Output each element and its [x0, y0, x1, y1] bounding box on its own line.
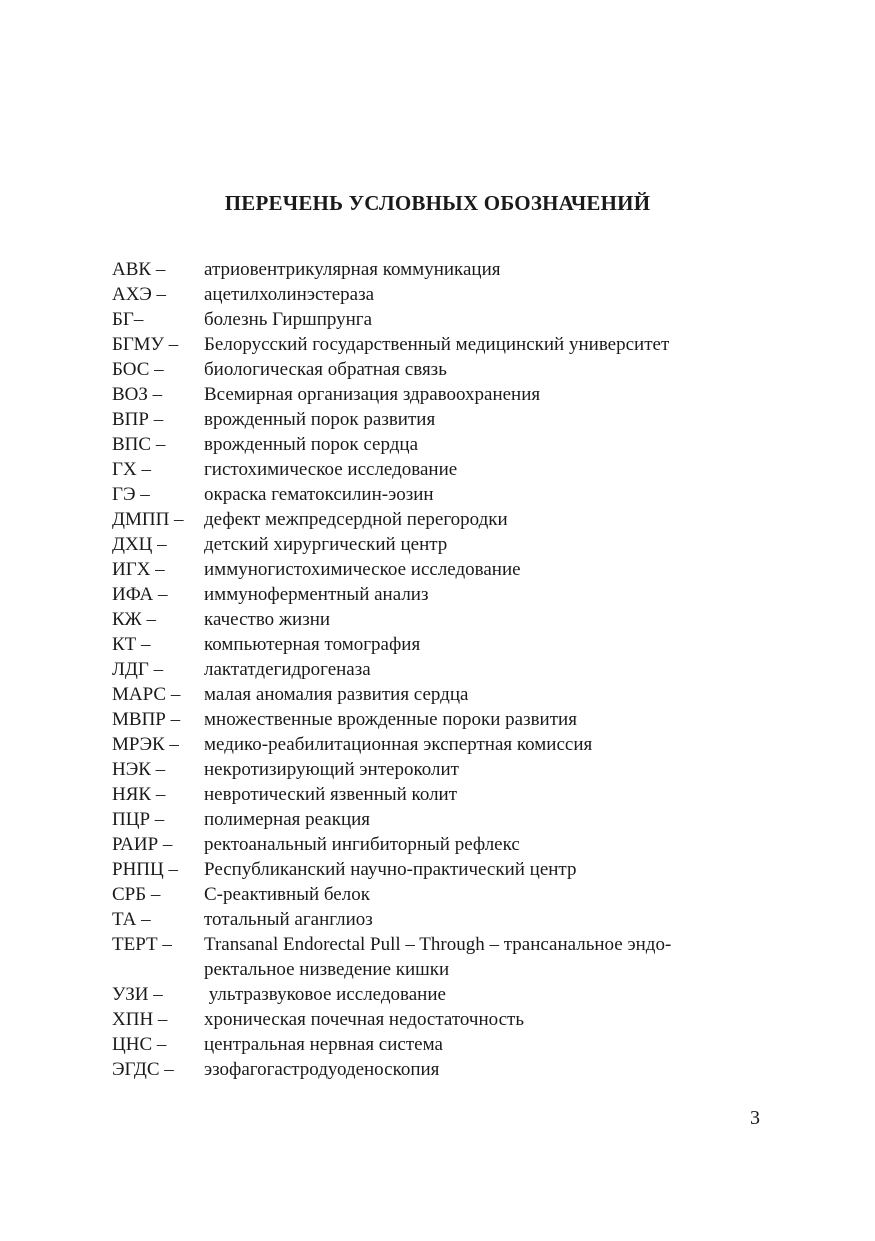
abbreviation-term: ПЦР – [112, 809, 165, 830]
abbreviation-definition [204, 932, 752, 982]
abbreviation-row [112, 982, 752, 1007]
abbreviation-definition [204, 432, 752, 457]
abbreviation-definition [204, 682, 752, 707]
abbreviation-term: БОС – [112, 359, 164, 380]
abbreviation-definition-text: С-реактивный белок [204, 884, 370, 905]
abbreviation-definition-text: врожденный порок развития [204, 409, 436, 430]
abbreviation-definition-text: Белорусский государственный медицинский университет [204, 334, 670, 355]
abbreviation-definition-text: хроническая почечная недостаточность [204, 1009, 524, 1030]
abbreviation-definition [204, 882, 752, 907]
abbreviation-row [112, 582, 752, 607]
abbreviation-term: РАИР – [112, 834, 173, 855]
abbreviation-row [112, 457, 752, 482]
abbreviation-definition [204, 982, 752, 1007]
abbreviation-row [112, 432, 752, 457]
abbreviation-definition-text: тотальный аганглиоз [204, 909, 373, 930]
abbreviation-term: БГ– [112, 309, 144, 330]
abbreviation-definition-text: Всемирная организация здравоохранения [204, 384, 541, 405]
abbreviation-row [112, 1032, 752, 1057]
abbreviation-definition [204, 307, 752, 332]
abbreviation-row [112, 832, 752, 857]
abbreviation-term: ДМПП – [112, 509, 184, 530]
abbreviation-row [112, 907, 752, 932]
abbreviation-list [112, 257, 752, 1082]
abbreviation-definition [204, 632, 752, 657]
abbreviation-definition-text: дефект межпредсердной перегородки [204, 509, 508, 530]
abbreviation-row [112, 807, 752, 832]
abbreviation-row [112, 932, 752, 982]
abbreviation-definition-text: множественные врожденные пороки развития [204, 709, 577, 730]
abbreviation-row [112, 332, 752, 357]
abbreviation-definition [204, 732, 752, 757]
abbreviation-definition-text: болезнь Гиршпрунга [204, 309, 373, 330]
abbreviation-row [112, 482, 752, 507]
abbreviation-definition [204, 757, 752, 782]
abbreviation-term: ХПН – [112, 1009, 168, 1030]
abbreviation-row [112, 1057, 752, 1082]
abbreviation-term: УЗИ – [112, 984, 163, 1005]
abbreviation-row [112, 857, 752, 882]
abbreviation-row [112, 507, 752, 532]
abbreviation-term: ВПР – [112, 409, 164, 430]
abbreviation-definition-text: Transanal Endorectal Pull – Through – трансанальное эндо- [204, 934, 672, 955]
abbreviation-definition [204, 657, 752, 682]
abbreviation-row [112, 532, 752, 557]
abbreviation-term: ВОЗ – [112, 384, 163, 405]
abbreviation-definition [204, 832, 752, 857]
abbreviation-definition-text: качество жизни [204, 609, 331, 630]
abbreviation-term: ЭГДС – [112, 1059, 174, 1080]
abbreviation-row [112, 282, 752, 307]
abbreviation-definition-text: полимерная реакция [204, 809, 371, 830]
abbreviation-row [112, 682, 752, 707]
abbreviation-term: НЯК – [112, 784, 166, 805]
abbreviation-term: МРЭК – [112, 734, 179, 755]
abbreviation-term: ДХЦ – [112, 534, 167, 555]
abbreviation-row [112, 782, 752, 807]
abbreviation-term: ВПС – [112, 434, 166, 455]
abbreviation-definition-continuation: ректальное низведение кишки [204, 959, 450, 980]
abbreviation-definition-text: Республиканский научно-практический центр [204, 859, 577, 880]
abbreviation-definition [204, 582, 752, 607]
abbreviation-row [112, 757, 752, 782]
page-number: 3 [750, 1107, 760, 1129]
abbreviation-definition-text: малая аномалия развития сердца [204, 684, 469, 705]
abbreviation-definition [204, 507, 752, 532]
abbreviation-definition-text: окраска гематоксилин-эозин [204, 484, 434, 505]
abbreviation-row [112, 707, 752, 732]
abbreviation-row [112, 357, 752, 382]
abbreviation-definition-text: атриовентрикулярная коммуникация [204, 259, 501, 280]
abbreviation-definition [204, 407, 752, 432]
page-title: ПЕРЕЧЕНЬ УСЛОВНЫХ ОБОЗНАЧЕНИЙ [224, 191, 651, 215]
abbreviation-term: КЖ – [112, 609, 156, 630]
abbreviation-definition [204, 557, 752, 582]
abbreviation-row [112, 407, 752, 432]
abbreviation-row [112, 382, 752, 407]
abbreviation-definition [204, 1057, 752, 1082]
abbreviation-definition [204, 1007, 752, 1032]
abbreviation-term: ИГХ – [112, 559, 165, 580]
abbreviation-row [112, 732, 752, 757]
abbreviation-term: БГМУ – [112, 334, 179, 355]
abbreviation-row [112, 657, 752, 682]
abbreviation-term: НЭК – [112, 759, 166, 780]
abbreviation-term: ГЭ – [112, 484, 150, 505]
abbreviation-definition [204, 257, 752, 282]
abbreviation-definition-text: гистохимическое исследование [204, 459, 458, 480]
abbreviation-definition [204, 357, 752, 382]
abbreviation-term: МАРС – [112, 684, 181, 705]
abbreviation-definition-text: иммуногистохимическое исследование [204, 559, 521, 580]
abbreviation-row [112, 607, 752, 632]
abbreviation-row [112, 307, 752, 332]
abbreviation-definition-text: врожденный порок сердца [204, 434, 419, 455]
abbreviation-definition [204, 807, 752, 832]
abbreviation-definition-text: эзофагогастродуоденоскопия [204, 1059, 440, 1080]
abbreviation-definition [204, 282, 752, 307]
abbreviation-definition [204, 1032, 752, 1057]
abbreviation-term: ЦНС – [112, 1034, 167, 1055]
abbreviation-term: ИФА – [112, 584, 168, 605]
abbreviation-definition [204, 457, 752, 482]
abbreviation-definition [204, 607, 752, 632]
abbreviation-definition [204, 707, 752, 732]
abbreviation-definition-text: некротизирующий энтероколит [204, 759, 459, 780]
abbreviation-definition [204, 907, 752, 932]
abbreviation-row [112, 1007, 752, 1032]
abbreviation-definition-text: иммуноферментный анализ [204, 584, 429, 605]
abbreviation-definition-text: лактатдегидрогеназа [204, 659, 371, 680]
abbreviation-definition-text: невротический язвенный колит [204, 784, 458, 805]
abbreviation-term: ТЕРТ – [112, 934, 172, 955]
abbreviation-term: МВПР – [112, 709, 181, 730]
abbreviation-definition-text: ацетилхолинэстераза [204, 284, 375, 305]
abbreviation-definition [204, 782, 752, 807]
abbreviation-row [112, 557, 752, 582]
abbreviation-term: КТ – [112, 634, 151, 655]
abbreviation-row [112, 882, 752, 907]
abbreviation-definition [204, 332, 752, 357]
abbreviation-term: СРБ – [112, 884, 161, 905]
abbreviation-term: РНПЦ – [112, 859, 178, 880]
abbreviation-definition [204, 857, 752, 882]
abbreviation-term: АВК – [112, 259, 166, 280]
abbreviation-definition-text: ультразвуковое исследование [204, 984, 446, 1005]
abbreviation-definition [204, 482, 752, 507]
abbreviation-term: АХЭ – [112, 284, 166, 305]
abbreviation-row [112, 632, 752, 657]
abbreviation-definition [204, 382, 752, 407]
abbreviation-definition-text: компьютерная томография [204, 634, 421, 655]
abbreviation-definition [204, 532, 752, 557]
abbreviation-definition-text: медико-реабилитационная экспертная комиссия [204, 734, 593, 755]
abbreviation-definition-text: центральная нервная система [204, 1034, 443, 1055]
abbreviation-definition-text: ректоанальный ингибиторный рефлекс [204, 834, 520, 855]
abbreviation-row [112, 257, 752, 282]
abbreviation-term: ГХ – [112, 459, 151, 480]
abbreviation-term: ЛДГ – [112, 659, 164, 680]
abbreviation-definition-text: биологическая обратная связь [204, 359, 447, 380]
abbreviation-definition-text: детский хирургический центр [204, 534, 448, 555]
abbreviation-term: ТА – [112, 909, 151, 930]
